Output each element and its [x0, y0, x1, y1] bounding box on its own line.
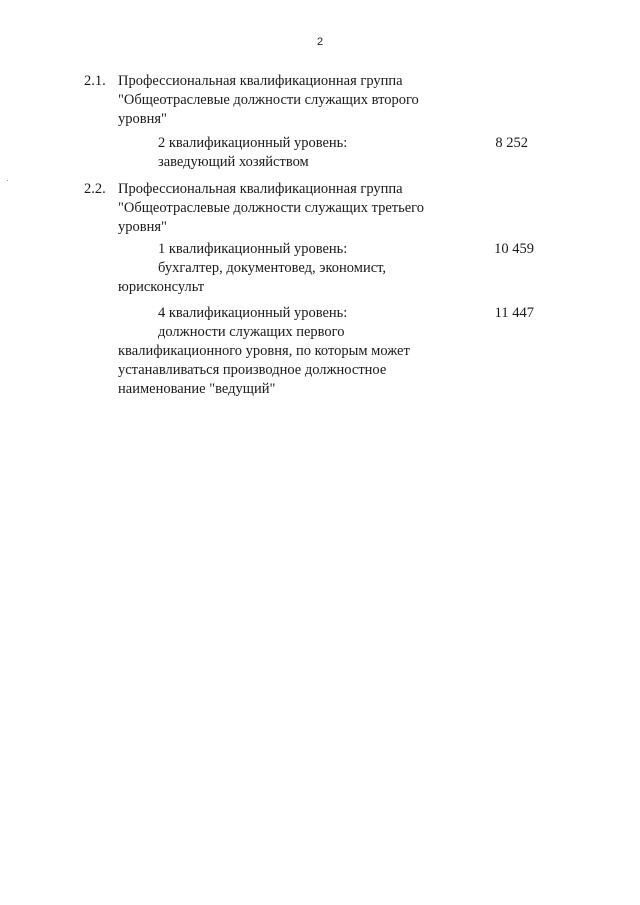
- level-description: должности служащих первого: [158, 324, 345, 340]
- level-heading: 2 квалификационный уровень:: [158, 135, 348, 151]
- group-title-line: "Общеотраслевые должности служащих второго: [118, 92, 419, 108]
- group-2-2: [84, 180, 554, 237]
- group-title-line: уровня": [118, 111, 167, 127]
- level-row: [118, 240, 538, 297]
- group-title-line: Профессиональная квалификационная группа: [118, 73, 403, 89]
- group-number: 2.2.: [84, 181, 106, 197]
- level-heading: 1 квалификационный уровень:: [158, 241, 348, 257]
- margin-mark: [7, 180, 8, 181]
- level-description: устанавливаться производное должностное: [118, 362, 387, 378]
- group-heading: [84, 72, 554, 129]
- level-description: наименование "ведущий": [118, 381, 276, 397]
- group-title-line: "Общеотраслевые должности служащих третьего: [118, 200, 425, 216]
- salary-value: 8 252: [495, 135, 528, 151]
- page-number: 2: [316, 36, 324, 48]
- level-description: заведующий хозяйством: [158, 154, 309, 170]
- level-row: [118, 304, 538, 399]
- group-title-line: Профессиональная квалификационная группа: [118, 181, 403, 197]
- level-row: [118, 134, 538, 172]
- group-title-line: уровня": [118, 219, 167, 235]
- level-description: квалификационного уровня, по которым может: [118, 343, 410, 359]
- group-2-1: [84, 72, 554, 129]
- salary-value: 11 447: [494, 305, 534, 321]
- group-heading: [84, 180, 554, 237]
- level-description: бухгалтер, документовед, экономист,: [158, 260, 387, 276]
- group-number: 2.1.: [84, 73, 106, 89]
- salary-value: 10 459: [494, 241, 534, 257]
- level-heading: 4 квалификационный уровень:: [158, 305, 348, 321]
- level-description: юрисконсульт: [118, 279, 205, 295]
